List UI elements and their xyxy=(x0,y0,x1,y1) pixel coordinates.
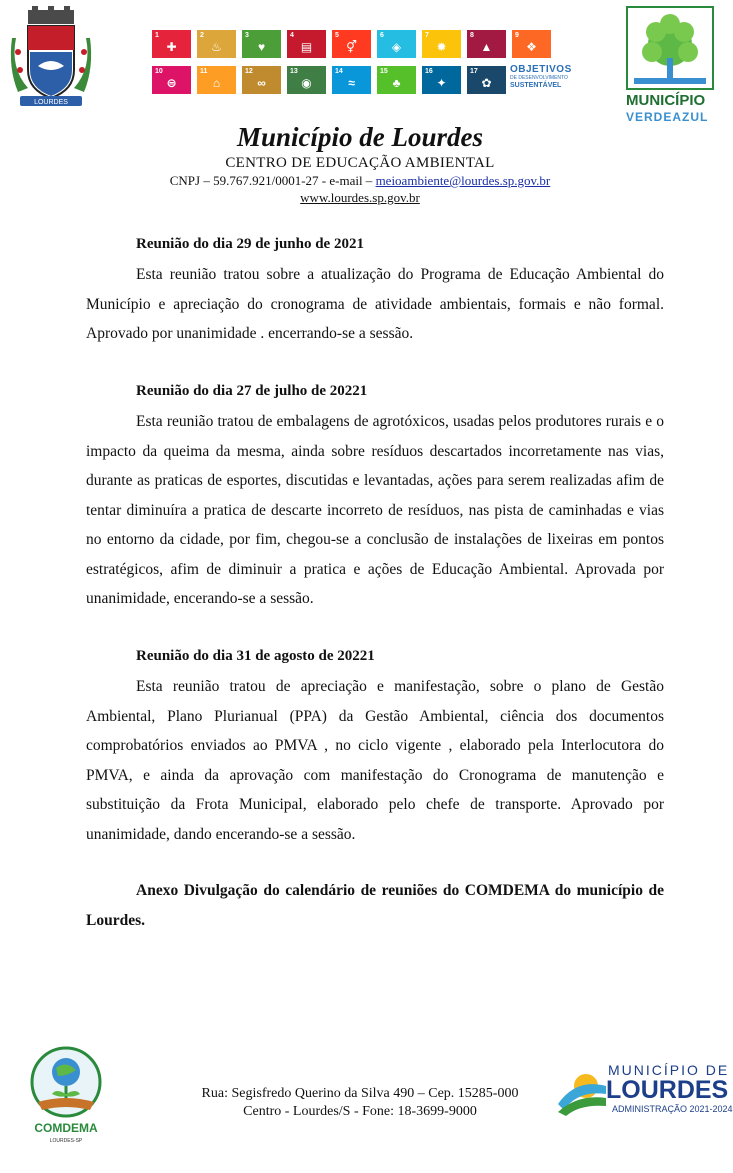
meeting-heading-1: Reunião do dia 29 de junho de 2021 xyxy=(136,236,364,252)
municipal-crest-logo xyxy=(8,8,94,112)
sdg-tile-number: 1 xyxy=(155,32,159,39)
meeting-text-2 xyxy=(86,407,664,614)
sdg-tile-11 xyxy=(197,66,236,94)
verdeazul-line2: VERDEAZUL xyxy=(626,110,709,124)
address-line-1: Rua: Segisfredo Querino da Silva 490 – Cep. 15285-000 xyxy=(201,1086,519,1101)
tree-icon xyxy=(628,8,712,88)
sdg-tile-6 xyxy=(377,30,416,58)
email-link[interactable]: meioambiente@lourdes.sp.gov.br xyxy=(375,173,551,188)
sdg-tile-icon: ✹ xyxy=(436,40,447,54)
sdg-tile-number: 17 xyxy=(470,68,478,75)
sdg-tile-icon: ✿ xyxy=(481,76,492,90)
sdg-tile-icon: ♣ xyxy=(392,76,401,90)
sdg-tile-number: 7 xyxy=(425,32,429,39)
sdg-tile-9 xyxy=(512,30,551,58)
cnpj-text: CNPJ – 59.767.921/0001-27 - e-mail – xyxy=(169,173,376,188)
sdg-tile-10 xyxy=(152,66,191,94)
sdg-tile-15 xyxy=(377,66,416,94)
sdg-goals-banner xyxy=(152,28,572,96)
sdg-tile-12 xyxy=(242,66,281,94)
sdg-tile-3 xyxy=(242,30,281,58)
sdg-tile-number: 4 xyxy=(290,32,294,39)
sdg-tile-icon: ◉ xyxy=(301,76,312,90)
sdg-tile-16 xyxy=(422,66,461,94)
meeting-text-2-content: Esta reunião tratou de embalagens de agrotóxicos, usadas pelos produtores rurais e o impacto da queima da mesma, ainda sobre resíduos descartados incorretamente nas vias, durante as praticas de esportes, discutidas e levantadas, ações para serem realizadas afim de tentar diminuíra a pratica de descarte incorreto de resíduos, nas pista de caminhadas e vias no entorno da cidade, por fim, chegou-se a conclusão de instalações de lixeiras em pontos estratégicos, afim de diminuir a pratica e ações de Educação Ambiental. Aprovada por unanimidade, encerando-se a sessão. xyxy=(86,413,664,607)
municipio-lourdes-logo xyxy=(556,1060,733,1120)
crest-banner-text: LOURDES xyxy=(34,99,68,106)
meeting-heading-3: Reunião do dia 31 de agosto de 20221 xyxy=(136,648,375,664)
sdg-tile-number: 3 xyxy=(245,32,249,39)
sdg-tile-number: 10 xyxy=(155,68,163,75)
logo-line1: MUNICÍPIO DE xyxy=(608,1062,730,1078)
sdg-tile-number: 6 xyxy=(380,32,384,39)
sdg-tile-1 xyxy=(152,30,191,58)
sdg-tile-4 xyxy=(287,30,326,58)
sdg-tile-icon: ◈ xyxy=(391,40,402,54)
comdema-sub: LOURDES-SP xyxy=(49,1138,83,1144)
sdg-tile-number: 2 xyxy=(200,32,204,39)
sdg-tile-icon: ▤ xyxy=(300,40,313,54)
logo-line3: ADMINISTRAÇÃO 2021-2024 xyxy=(612,1104,733,1114)
meeting-heading-2: Reunião do dia 27 de julho de 20221 xyxy=(136,383,368,399)
website-link[interactable]: www.lourdes.sp.gov.br xyxy=(300,190,420,205)
sdg-tile-icon: ⊜ xyxy=(166,76,177,90)
verdeazul-line1: MUNICÍPIO xyxy=(626,92,706,109)
sdg-tile-icon: ∞ xyxy=(257,76,266,90)
sdg-tile-number: 11 xyxy=(200,68,208,75)
sdg-tile-number: 14 xyxy=(335,68,343,75)
document-title: Município de Lourdes xyxy=(236,122,484,152)
sdg-tile-icon: ✚ xyxy=(166,40,177,54)
sdg-tile-icon: ✦ xyxy=(436,76,447,90)
annex-note xyxy=(86,876,664,936)
meeting-text-3-content: Esta reunião tratou de apreciação e manifestação, sobre o plano de Gestão Ambiental, Plano Plurianual (PPA) da Gestão Ambiental, ciência dos documentos comprobatórios enviados ao PMVA , no ciclo vigente , elaborado pela Interlocutora do PMVA, e ainda da aprovação com manifestação do Cronograma de manutenção e substituição da Frota Municipal, elaborado pelo chefe de transporte. Aprovado por unanimidade, dando encerando-se a sessão. xyxy=(86,678,664,843)
sdg-tile-2 xyxy=(197,30,236,58)
verdeazul-frame xyxy=(626,6,714,90)
sdg-tile-number: 8 xyxy=(470,32,474,39)
sdg-tile-5 xyxy=(332,30,371,58)
sdg-tile-icon: ⌂ xyxy=(212,76,221,90)
annex-text: Anexo Divulgação do calendário de reuniões do COMDEMA do município de Lourdes. xyxy=(86,882,664,929)
sdg-tile-number: 5 xyxy=(335,32,339,39)
sdg-tile-17 xyxy=(467,66,506,94)
sdg-tile-14 xyxy=(332,66,371,94)
sdg-label xyxy=(510,66,572,94)
comdema-label: COMDEMA xyxy=(34,1121,98,1135)
sdg-label-line3: SUSTENTÁVEL xyxy=(510,82,562,89)
logo-line2: LOURDES xyxy=(606,1076,729,1104)
sdg-tile-icon: ⚥ xyxy=(346,40,357,54)
sdg-tile-13 xyxy=(287,66,326,94)
lourdes-emblem-icon xyxy=(556,1064,608,1116)
municipio-verdeazul-logo xyxy=(626,6,720,122)
sdg-tile-icon: ▲ xyxy=(480,40,493,54)
sdg-tile-7 xyxy=(422,30,461,58)
sdg-tile-number: 9 xyxy=(515,32,519,39)
sdg-label-line2: DE DESENVOLVIMENTO xyxy=(510,75,568,81)
sdg-tile-icon: ♥ xyxy=(257,40,266,54)
sdg-label-title: OBJETIVOS xyxy=(510,64,572,75)
meeting-text-1 xyxy=(86,260,664,349)
sdg-tile-number: 12 xyxy=(245,68,253,75)
meeting-text-1-content: Esta reunião tratou sobre a atualização do Programa de Educação Ambiental do Município e apreciação do cronograma de atividade ambientais, formais e não formal. Aprovado por unanimidade . encerrando-se a sessão. xyxy=(86,266,664,342)
sdg-tile-number: 13 xyxy=(290,68,298,75)
sdg-tile-number: 16 xyxy=(425,68,433,75)
meeting-text-3 xyxy=(86,672,664,849)
sdg-tile-icon: ♨ xyxy=(211,40,222,54)
sdg-tile-icon: ≈ xyxy=(348,76,355,90)
sdg-tile-number: 15 xyxy=(380,68,388,75)
department-name: CENTRO DE EDUCAÇÃO AMBIENTAL xyxy=(225,155,495,171)
sdg-tile-icon: ❖ xyxy=(526,40,537,54)
contact-line xyxy=(0,173,720,189)
address-line-2: Centro - Lourdes/S - Fone: 18-3699-9000 xyxy=(243,1104,477,1119)
sdg-tile-8 xyxy=(467,30,506,58)
